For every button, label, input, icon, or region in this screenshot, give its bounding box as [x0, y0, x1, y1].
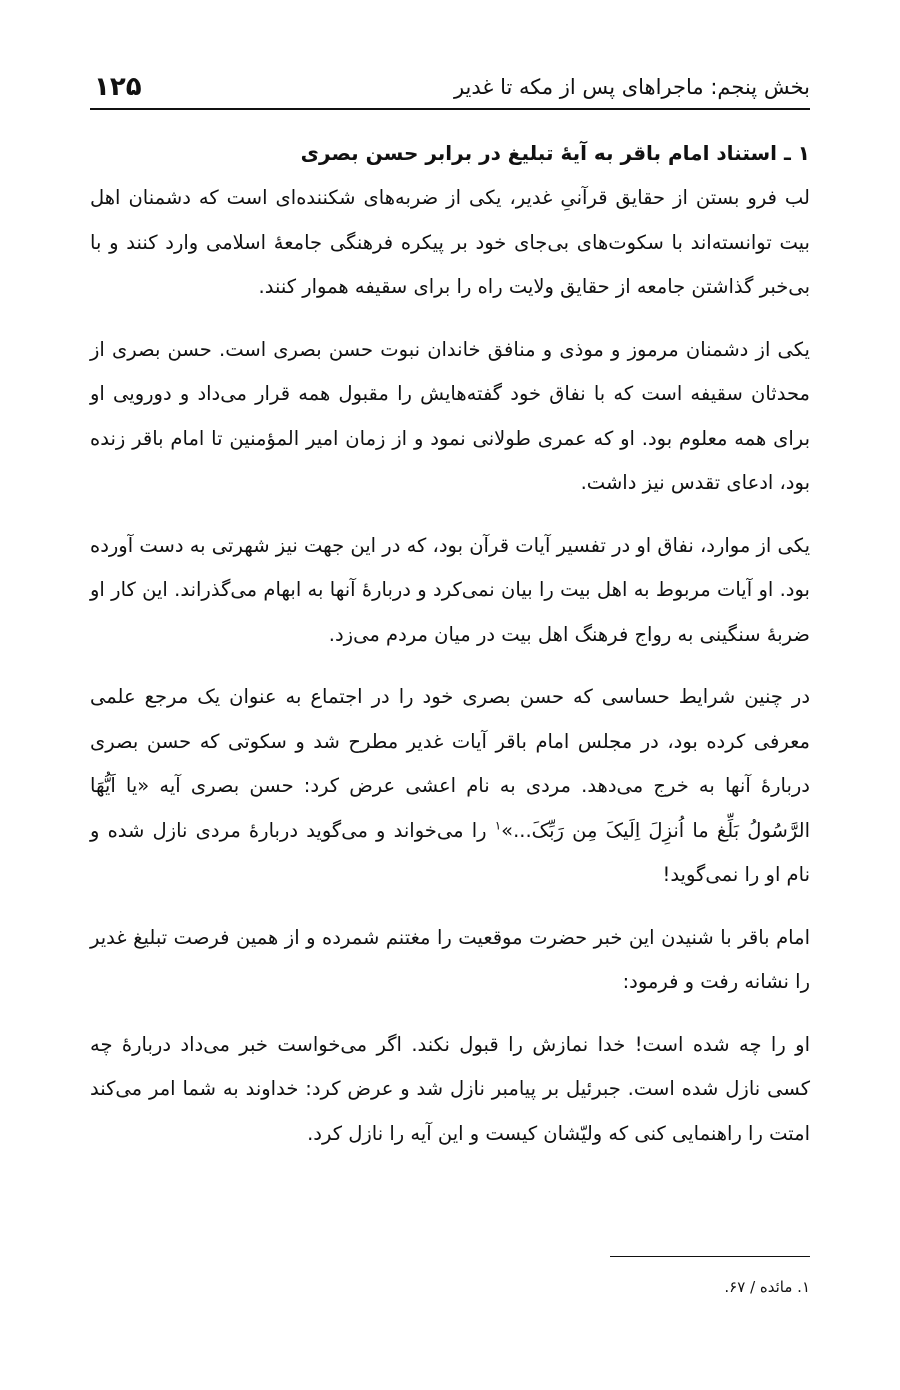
paragraph-gap [90, 310, 810, 328]
page-number: ۱۲۵ [94, 72, 142, 102]
page-header [90, 66, 810, 110]
section-heading: ۱ ـ استناد امام باقر‏‏ به آیهٔ تبلیغ در برابر حسن بصری [300, 141, 810, 165]
paragraph-gap [90, 657, 810, 675]
paragraph-4-main: در چنین شرایط حساسی که حسن بصری خود را در اجتماع به عنوان یک مرجع علمی معرفی کرده بود، در مجلس امام باقر‏ آیات غدیر مطرح شد و سکوتی که حسن بصری دربارهٔ آنها به خرج می‌دهد. مردی به نام اعشی عرض کرد: حسن بصری آیه «یا اَیُّهَا الرَّسُولُ بَلِّغ ما اُنزِلَ اِلَیکَ مِن رَبِّکَ...» [90, 685, 810, 842]
running-title: بخش پنجم: ماجراهای پس از مکه تا غدیر [453, 75, 810, 99]
paragraph-gap [90, 506, 810, 524]
footnote-divider [610, 1256, 810, 1257]
paragraph-4 [90, 675, 810, 898]
paragraph-5: امام باقر‏ با شنیدن این خبر حضرت موقعیت را مغتنم شمرده و از همین فرصت تبلیغ غدیر را نشانه رفت و فرمود: [90, 925, 810, 993]
paragraph-gap [90, 898, 810, 916]
paragraph-3: یکی از موارد، نفاق او در تفسیر آیات قرآن بود، که در این جهت نیز شهرتی به دست آورده بود. او آیات مربوط به اهل بیت‏ را بیان نمی‌کرد و دربارهٔ آنها به ابهام می‌گذراند. این کار او ضربهٔ سنگینی به رواج فرهنگ اهل بیت‏ در میان مردم می‌زد. [89, 533, 810, 646]
paragraph-4-tail: را می‌خواند و می‌گوید دربارهٔ مردی نازل شده و نام او را نمی‌گوید! [90, 818, 810, 886]
footnote: ۱. مائده / ۶۷. [724, 1278, 810, 1296]
page-content [90, 138, 810, 1156]
book-page [90, 0, 810, 1390]
paragraph-gap [90, 1005, 810, 1023]
paragraph-2: یکی از دشمنان مرموز و موذی و منافق خاندان نبوت حسن بصری است. حسن بصری از محدثان سقیفه است که با نفاق خود گفته‌هایش را مقبول همه قرار می‌داد و دورویی او برای همه معلوم بود. او که عمری طولانی نمود و از زمان امیر المؤمنین‏ تا امام باقر‏ زنده بود، ادعای تقدس نیز داشت. [90, 337, 810, 494]
paragraph-1: لب فرو بستن از حقایق قرآنیِ غدیر، یکی از ضربه‌های شکننده‌ای است که دشمنان اهل بیت‏ توانسته‌اند با سکوت‌های بی‌جای خود بر پیکره فرهنگی جامعهٔ اسلامی وارد کنند و با بی‌خبر گذاشتن جامعه از حقایق ولایت راه را برای سقیفه هموار کنند. [90, 186, 810, 298]
footnote-reference[interactable]: ۱ [494, 818, 502, 832]
paragraph-6: او را چه شده است! خدا نمازش را قبول نکند. اگر می‌خواست خبر می‌داد دربارهٔ چه کسی نازل شده است. جبرئیل بر پیامبر‏ نازل شد و عرض کرد: خداوند به شما امر می‌کند امتت را راهنمایی کنی که ولیّشان کیست و این آیه را نازل کرد. [90, 1032, 810, 1145]
